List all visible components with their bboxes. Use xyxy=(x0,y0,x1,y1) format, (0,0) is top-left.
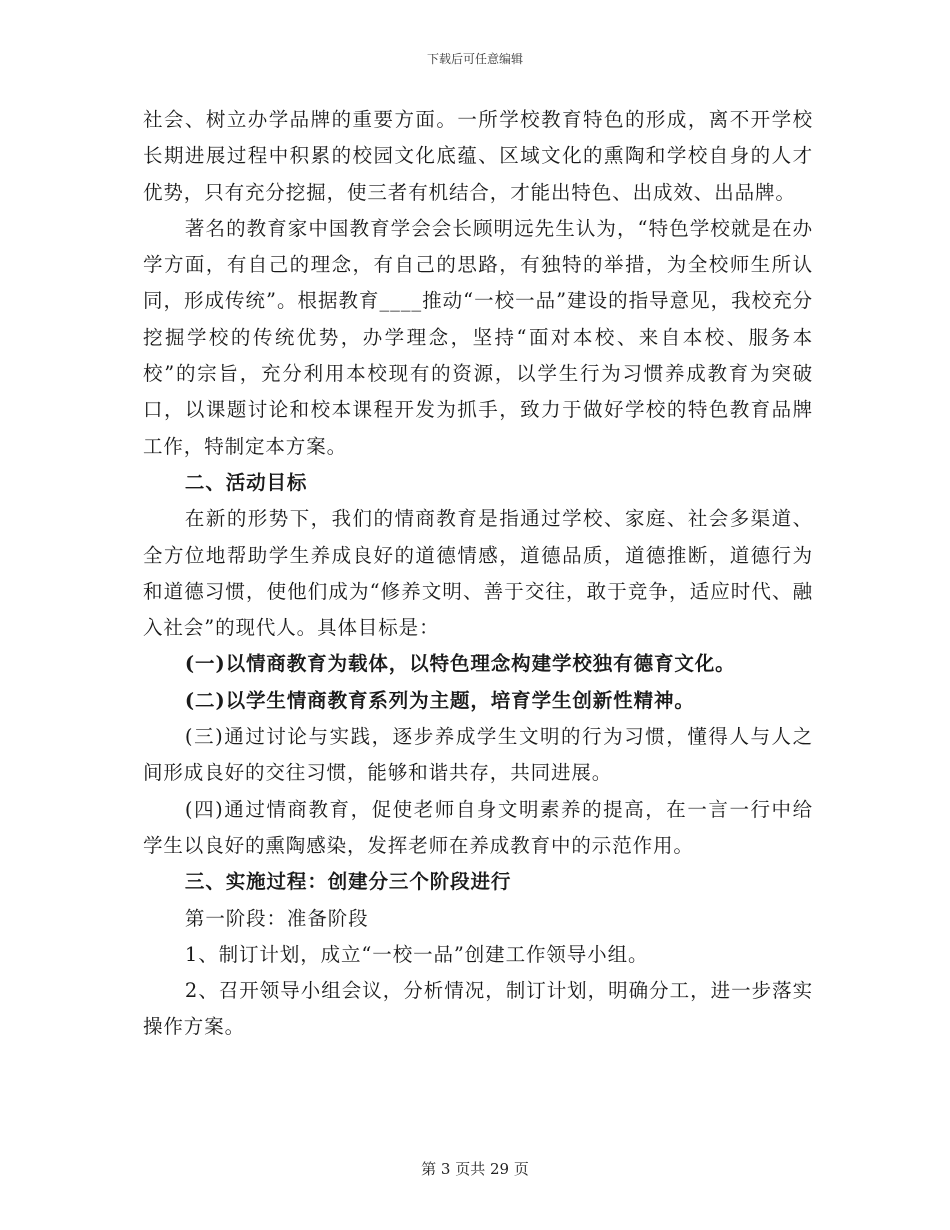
page-footer: 第 3 页共 29 页 xyxy=(421,1160,529,1178)
list-item: 2、召开领导小组会议，分析情况，制订计划，明确分工，进一步落实操作方案。 xyxy=(143,979,813,1039)
paragraph: 在新的形势下，我们的情商教育是指通过学校、家庭、社会多渠道、全方位地帮助学生养成良好的道德情感，道德品质，道德推断，道德行为和道德习惯，使他们成为“修养文明、善于交往，敢于竞争，适应时代、融入社会”的现代人。具体目标是： xyxy=(143,507,813,640)
paragraph: 社会、树立办学品牌的重要方面。一所学校教育特色的形成，离不开学校长期进展过程中积累的校园文化底蕴、区域文化的熏陶和学校自身的人才优势，只有充分挖掘，使三者有机结合，才能出特色、出成效、出品牌。 xyxy=(143,108,813,204)
page-header: 下载后可任意编辑 xyxy=(426,52,523,66)
section-heading: 二、活动目标 xyxy=(184,470,308,494)
goal-item: (一)以情商教育为载体，以特色理念构建学校独有德育文化。 xyxy=(184,652,736,676)
goal-item: (二)以学生情商教育系列为主题，培育学生创新性精神。 xyxy=(184,688,695,712)
list-item: 1、制订计划，成立“一校一品”创建工作领导小组。 xyxy=(184,942,649,966)
paragraph: 著名的教育家中国教育学会会长顾明远先生认为，“特色学校就是在办学方面，有自己的理念，有自己的思路，有独特的举措，为全校师生所认同，形成传统”。根据教育____推动“一校一品”建设的指导意见，我校充分挖掘学校的传统优势，办学理念，坚持“面对本校、来自本校、服务本校”的宗旨，充分利用本校现有的资源，以学生行为习惯养成教育为突破口，以课题讨论和校本课程开发为抓手，致力于做好学校的特色教育品牌工作，特制定本方案。 xyxy=(143,216,813,458)
stage-heading: 第一阶段：准备阶段 xyxy=(184,906,369,930)
goal-item: (四)通过情商教育，促使老师自身文明素养的提高，在一言一行中给学生以良好的熏陶感染，发挥老师在养成教育中的示范作用。 xyxy=(143,797,813,857)
goal-item: (三)通过讨论与实践，逐步养成学生文明的行为习惯，懂得人与人之间形成良好的交往习惯，能够和谐共存，共同进展。 xyxy=(143,725,813,785)
document-body xyxy=(143,102,813,1046)
section-heading: 三、实施过程：创建分三个阶段进行 xyxy=(184,870,512,894)
